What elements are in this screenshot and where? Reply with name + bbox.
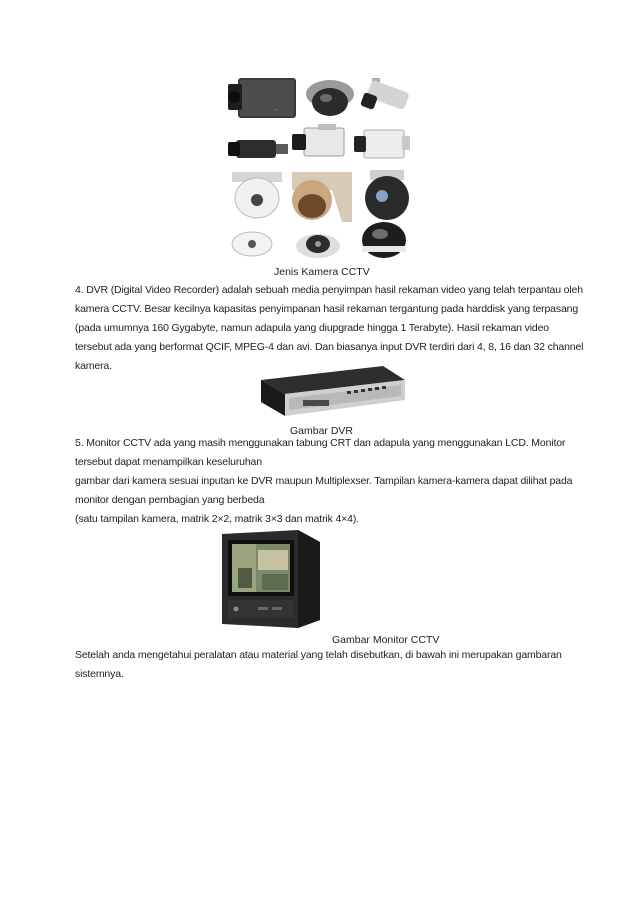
smoke-detector-camera-icon (232, 232, 272, 256)
box-camera-icon (228, 78, 296, 118)
black-dome-camera-icon (362, 222, 406, 258)
paragraph-line: sistemnya. (75, 668, 124, 680)
paragraph-line: tersebut ada yang berformat QCIF, MPEG-4 dan avi. Dan biasanya input DVR terdiri dari 4, 8, 16 dan 32 channel (75, 341, 584, 353)
figure-caption-monitor: Gambar Monitor CCTV (332, 634, 440, 646)
paragraph-line: (pada umumnya 160 Gygabyte, namun adapula yang diupgrade hingga 1 Terabyte). Hasil rekaman video (75, 322, 549, 334)
paragraph-line: (satu tampilan kamera, matrik 2×2, matrik 3×3 dan matrik 4×4). (75, 513, 359, 525)
paragraph-monitor (75, 434, 573, 529)
paragraph-line: tersebut dapat menampilkan keseluruhan (75, 456, 262, 468)
paragraph-line: kamera. (75, 360, 112, 372)
dvr-image (255, 360, 407, 420)
paragraph-line: gambar dari kamera sesuai inputan ke DVR maupun Multiplexser. Tampilan kamera-kamera dapat dilihat pada (75, 475, 573, 487)
paragraph-line: 5. Monitor CCTV ada yang masih menggunakan tabung CRT dan adapula yang menggunakan LCD. Monitor (75, 437, 566, 449)
speed-dome-camera-icon (365, 170, 409, 220)
svg-text:~: ~ (274, 108, 277, 114)
paragraph-closing (75, 646, 570, 684)
paragraph-line: 4. DVR (Digital Video Recorder) adalah sebuah media penyimpan hasil rekaman video yang telah terpantau oleh (75, 284, 583, 296)
cctv-cameras-image (222, 72, 414, 262)
wall-dome-camera-icon (292, 172, 352, 222)
ceiling-mini-dome-icon (296, 234, 340, 258)
paragraph-line: kamera CCTV. Besar kecilnya kapasitas penyimpanan hasil rekaman tergantung pada harddisk yang terpasang (75, 303, 579, 315)
figure-caption-cameras: Jenis Kamera CCTV (274, 266, 370, 278)
paragraph-line: Setelah anda mengetahui peralatan atau material yang telah disebutkan, di bawah ini merupakan gambaran (75, 649, 562, 661)
paragraph-line: monitor dengan pembagian yang berbeda (75, 494, 265, 506)
figure-caption-dvr: Gambar DVR (290, 425, 354, 437)
cctv-monitor-image (218, 528, 322, 630)
